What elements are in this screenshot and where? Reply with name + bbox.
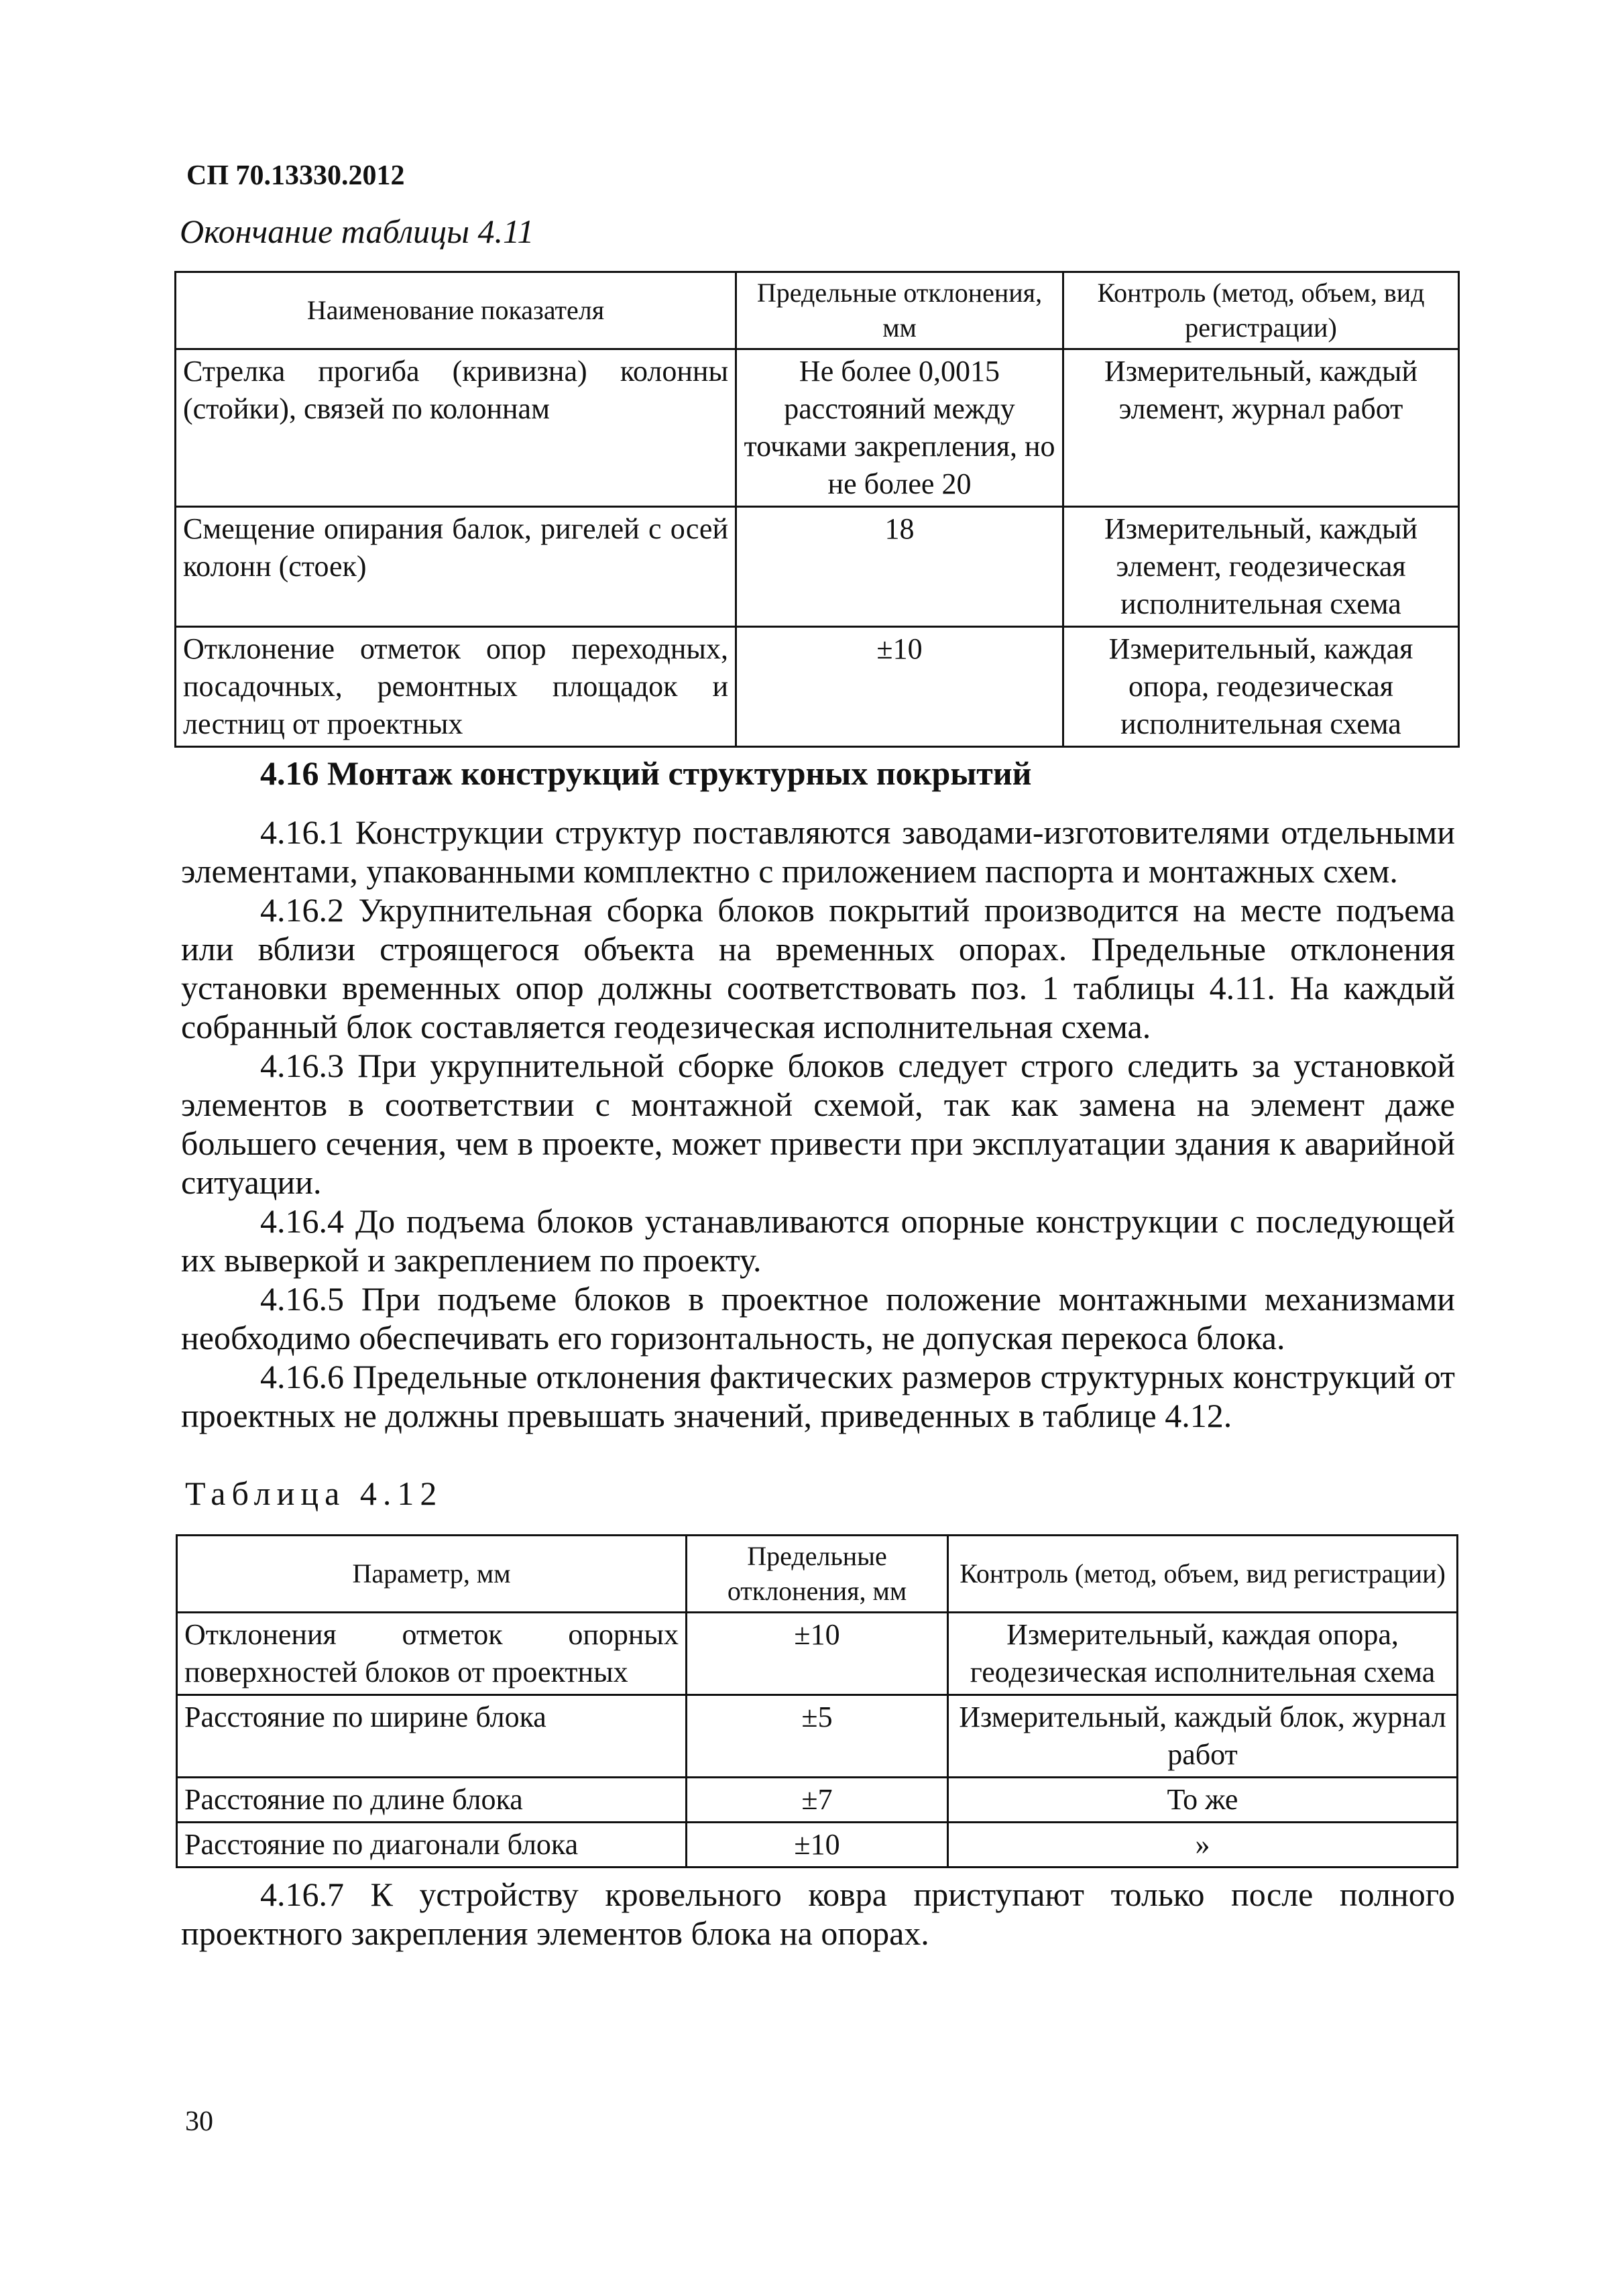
table-row xyxy=(176,349,1459,507)
table-cell: Отклонение отметок опор переходных, посадочных, ремонтных площадок и лестниц от проектных xyxy=(176,627,736,747)
paragraph: 4.16.2 Укрупнительная сборка блоков покрытий производится на месте подъема или вблизи строящегося объекта на временных опорах. Предельные отклонения установки временных опор должны соответствовать поз. 1 таблицы 4.11. На каждый собранный блок составляется геодезическая исполнительная схема. xyxy=(181,891,1455,1045)
column-header: Предельные отклонения, мм xyxy=(687,1536,948,1613)
paragraph: 4.16.1 Конструкции структур поставляются заводами-изготовителями отдельными элементами, упакованными комплектно с приложением паспорта и монтажных схем. xyxy=(181,813,1455,890)
table-cell: Измерительный, каждый элемент, геодезическая исполнительная схема xyxy=(1063,507,1459,627)
table-cell: » xyxy=(948,1823,1458,1868)
table-cell: 18 xyxy=(736,507,1063,627)
column-header: Параметр, мм xyxy=(177,1536,687,1613)
column-header: Наименование показателя xyxy=(176,272,736,349)
table-cell: ±10 xyxy=(687,1613,948,1695)
table-cell: ±10 xyxy=(687,1823,948,1868)
document-code: СП 70.13330.2012 xyxy=(186,160,405,191)
paragraph: 4.16.3 При укрупнительной сборке блоков следует строго следить за установкой элементов в соответствии с монтажной схемой, так как замена на элемент даже большего сечения, чем в проекте, может привести при эксплуатации здания к аварийной ситуации. xyxy=(181,1047,1455,1201)
table-row xyxy=(177,1823,1458,1868)
table-row xyxy=(177,1695,1458,1778)
table-cell: ±5 xyxy=(687,1695,948,1778)
page-number: 30 xyxy=(185,2106,213,2137)
table-row xyxy=(177,1613,1458,1695)
table-4-11-end xyxy=(174,271,1460,748)
table-cell: ±7 xyxy=(687,1778,948,1823)
table-cell: Смещение опирания балок, ригелей с осей колонн (стоек) xyxy=(176,507,736,627)
table-caption: Таблица 4.12 xyxy=(185,1475,443,1512)
paragraph: 4.16.4 До подъема блоков устанавливаются опорные конструкции с последующей их выверкой и закреплением по проекту. xyxy=(181,1202,1455,1279)
table-cell: Измерительный, каждая опора, геодезическая исполнительная схема xyxy=(1063,627,1459,747)
section-heading: 4.16 Монтаж конструкций структурных покрытий xyxy=(260,754,1032,792)
table-cell: Расстояние по ширине блока xyxy=(177,1695,687,1778)
column-header: Контроль (метод, объем, вид регистрации) xyxy=(1063,272,1459,349)
table-row xyxy=(176,627,1459,747)
paragraph: 4.16.7 К устройству кровельного ковра приступают только после полного проектного закрепления элементов блока на опорах. xyxy=(181,1876,1455,1952)
table-cell: Отклонения отметок опорных поверхностей блоков от проектных xyxy=(177,1613,687,1695)
table-cell: То же xyxy=(948,1778,1458,1823)
paragraph: 4.16.6 Предельные отклонения фактических размеров структурных конструкций от проектных не должны превышать значений, приведенных в таблице 4.12. xyxy=(181,1358,1455,1434)
section-body xyxy=(181,813,1455,1435)
paragraph: 4.16.5 При подъеме блоков в проектное положение монтажными механизмами необходимо обеспечивать его горизонтальность, не допуская перекоса блока. xyxy=(181,1280,1455,1357)
table-cell: ±10 xyxy=(736,627,1063,747)
table-cell: Измерительный, каждый блок, журнал работ xyxy=(948,1695,1458,1778)
table-cell: Измерительный, каждая опора, геодезическая исполнительная схема xyxy=(948,1613,1458,1695)
table-cell: Расстояние по длине блока xyxy=(177,1778,687,1823)
table-cell: Стрелка прогиба (кривизна) колонны (стойки), связей по колоннам xyxy=(176,349,736,507)
table-cell: Не более 0,0015 расстояний между точками закрепления, но не более 20 xyxy=(736,349,1063,507)
column-header: Контроль (метод, объем, вид регистрации) xyxy=(948,1536,1458,1613)
column-header: Предельные отклонения, мм xyxy=(736,272,1063,349)
closing-section xyxy=(181,1875,1455,1953)
table-row xyxy=(176,507,1459,627)
table-continuation-caption: Окончание таблицы 4.11 xyxy=(180,213,534,250)
table-4-12 xyxy=(176,1534,1458,1868)
table-cell: Измерительный, каждый элемент, журнал работ xyxy=(1063,349,1459,507)
table-row xyxy=(177,1778,1458,1823)
table-header-row xyxy=(177,1536,1458,1613)
table-cell: Расстояние по диагонали блока xyxy=(177,1823,687,1868)
table-header-row xyxy=(176,272,1459,349)
